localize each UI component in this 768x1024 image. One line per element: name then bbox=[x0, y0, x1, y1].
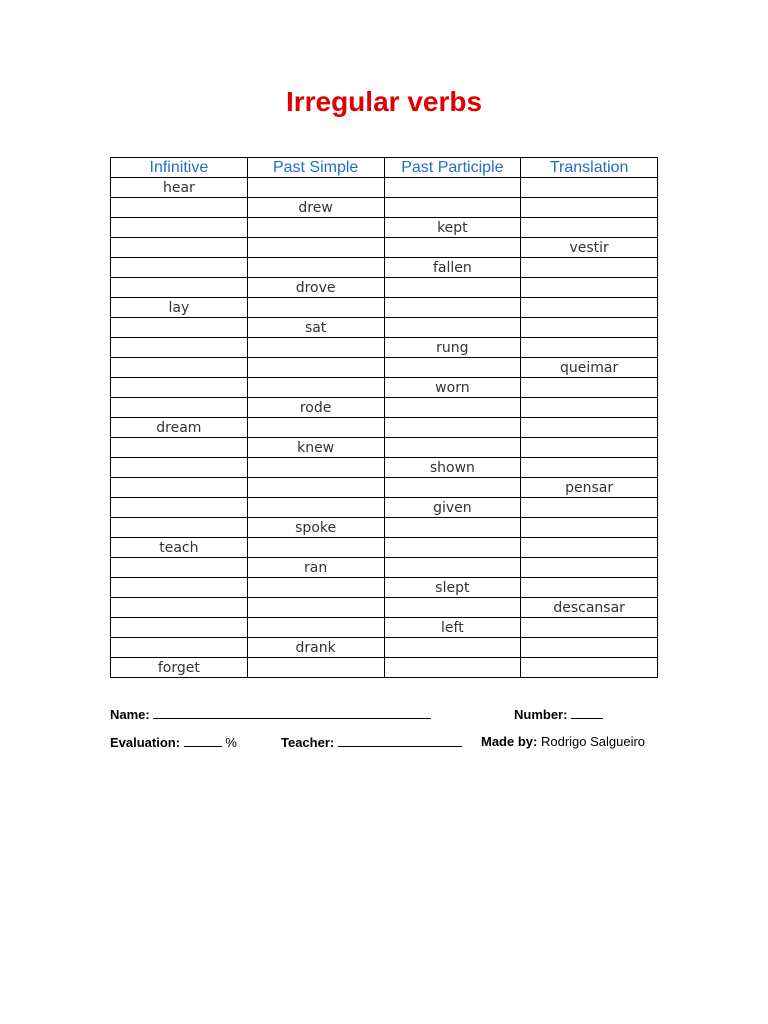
cell-past-participle[interactable] bbox=[384, 178, 521, 198]
cell-infinitive[interactable] bbox=[111, 318, 248, 338]
table-row bbox=[111, 438, 658, 458]
cell-infinitive: hear bbox=[111, 178, 248, 198]
cell-infinitive[interactable] bbox=[111, 238, 248, 258]
cell-past-participle: kept bbox=[384, 218, 521, 238]
name-label: Name: bbox=[110, 707, 150, 722]
cell-past-simple[interactable] bbox=[247, 538, 384, 558]
cell-translation[interactable] bbox=[521, 498, 658, 518]
cell-translation[interactable] bbox=[521, 218, 658, 238]
header-infinitive: Infinitive bbox=[111, 158, 248, 178]
cell-translation[interactable] bbox=[521, 318, 658, 338]
cell-translation[interactable] bbox=[521, 178, 658, 198]
worksheet-title: Irregular verbs bbox=[285, 86, 483, 117]
cell-past-simple[interactable] bbox=[247, 218, 384, 238]
footer-evaluation-row bbox=[110, 734, 237, 750]
cell-past-participle[interactable] bbox=[384, 518, 521, 538]
cell-past-simple: drew bbox=[247, 198, 384, 218]
cell-past-participle[interactable] bbox=[384, 598, 521, 618]
cell-infinitive[interactable] bbox=[111, 358, 248, 378]
table-row bbox=[111, 278, 658, 298]
cell-infinitive: dream bbox=[111, 418, 248, 438]
table-row bbox=[111, 638, 658, 658]
cell-past-participle[interactable] bbox=[384, 418, 521, 438]
cell-translation: queimar bbox=[521, 358, 658, 378]
cell-past-participle[interactable] bbox=[384, 358, 521, 378]
cell-infinitive[interactable] bbox=[111, 458, 248, 478]
table-row bbox=[111, 538, 658, 558]
cell-infinitive[interactable] bbox=[111, 618, 248, 638]
cell-infinitive[interactable] bbox=[111, 198, 248, 218]
evaluation-label: Evaluation: bbox=[110, 735, 181, 750]
cell-past-simple[interactable] bbox=[247, 418, 384, 438]
cell-past-participle[interactable] bbox=[384, 398, 521, 418]
cell-translation: descansar bbox=[521, 598, 658, 618]
cell-past-simple[interactable] bbox=[247, 618, 384, 638]
footer-number-row bbox=[514, 706, 603, 722]
cell-infinitive[interactable] bbox=[111, 258, 248, 278]
cell-past-participle[interactable] bbox=[384, 538, 521, 558]
table-header-row bbox=[111, 158, 658, 178]
cell-past-simple[interactable] bbox=[247, 338, 384, 358]
cell-past-participle[interactable] bbox=[384, 298, 521, 318]
teacher-label: Teacher: bbox=[281, 735, 335, 750]
made-by-value: Rodrigo Salgueiro bbox=[540, 734, 646, 749]
table-row bbox=[111, 198, 658, 218]
cell-past-simple[interactable] bbox=[247, 358, 384, 378]
cell-past-participle[interactable] bbox=[384, 438, 521, 458]
cell-past-participle[interactable] bbox=[384, 198, 521, 218]
table-row bbox=[111, 498, 658, 518]
cell-past-simple[interactable] bbox=[247, 458, 384, 478]
table-row bbox=[111, 378, 658, 398]
cell-translation[interactable] bbox=[521, 418, 658, 438]
table-row bbox=[111, 398, 658, 418]
cell-past-simple: drank bbox=[247, 638, 384, 658]
cell-translation[interactable] bbox=[521, 398, 658, 418]
cell-past-participle[interactable] bbox=[384, 478, 521, 498]
cell-past-participle: slept bbox=[384, 578, 521, 598]
cell-translation[interactable] bbox=[521, 378, 658, 398]
cell-infinitive[interactable] bbox=[111, 598, 248, 618]
verbs-table bbox=[110, 157, 658, 678]
cell-past-simple: sat bbox=[247, 318, 384, 338]
cell-translation: pensar bbox=[521, 478, 658, 498]
cell-infinitive[interactable] bbox=[111, 638, 248, 658]
made-by-label: Made by: bbox=[481, 734, 538, 749]
table-row bbox=[111, 218, 658, 238]
header-past-participle: Past Participle bbox=[384, 158, 521, 178]
cell-translation[interactable] bbox=[521, 638, 658, 658]
cell-past-participle[interactable] bbox=[384, 318, 521, 338]
table-row bbox=[111, 578, 658, 598]
cell-past-simple: knew bbox=[247, 438, 384, 458]
cell-past-simple: rode bbox=[247, 398, 384, 418]
cell-past-participle: left bbox=[384, 618, 521, 638]
cell-infinitive[interactable] bbox=[111, 498, 248, 518]
cell-past-participle[interactable] bbox=[384, 278, 521, 298]
cell-translation[interactable] bbox=[521, 198, 658, 218]
cell-past-simple[interactable] bbox=[247, 478, 384, 498]
table-row bbox=[111, 338, 658, 358]
cell-past-simple[interactable] bbox=[247, 178, 384, 198]
cell-translation[interactable] bbox=[521, 258, 658, 278]
cell-past-simple[interactable] bbox=[247, 498, 384, 518]
evaluation-field[interactable] bbox=[184, 734, 222, 747]
cell-past-simple[interactable] bbox=[247, 238, 384, 258]
table-row bbox=[111, 258, 658, 278]
header-translation: Translation bbox=[521, 158, 658, 178]
cell-infinitive[interactable] bbox=[111, 278, 248, 298]
cell-translation[interactable] bbox=[521, 558, 658, 578]
cell-infinitive[interactable] bbox=[111, 558, 248, 578]
cell-infinitive[interactable] bbox=[111, 518, 248, 538]
cell-past-participle[interactable] bbox=[384, 658, 521, 678]
cell-translation[interactable] bbox=[521, 278, 658, 298]
cell-infinitive: forget bbox=[111, 658, 248, 678]
table-row bbox=[111, 318, 658, 338]
table-row bbox=[111, 618, 658, 638]
cell-translation[interactable] bbox=[521, 518, 658, 538]
cell-past-simple: drove bbox=[247, 278, 384, 298]
table-row bbox=[111, 418, 658, 438]
evaluation-unit: % bbox=[225, 735, 237, 750]
footer-name-row bbox=[110, 706, 431, 722]
table-row bbox=[111, 298, 658, 318]
cell-infinitive: teach bbox=[111, 538, 248, 558]
cell-translation[interactable] bbox=[521, 438, 658, 458]
table-row bbox=[111, 178, 658, 198]
footer-teacher-row bbox=[281, 734, 462, 750]
table-row bbox=[111, 478, 658, 498]
table-row bbox=[111, 558, 658, 578]
cell-translation[interactable] bbox=[521, 618, 658, 638]
table-row bbox=[111, 358, 658, 378]
cell-infinitive[interactable] bbox=[111, 378, 248, 398]
cell-past-simple[interactable] bbox=[247, 658, 384, 678]
table-row bbox=[111, 598, 658, 618]
table-row bbox=[111, 518, 658, 538]
cell-translation[interactable] bbox=[521, 658, 658, 678]
cell-past-simple: ran bbox=[247, 558, 384, 578]
name-field[interactable] bbox=[153, 706, 431, 719]
cell-translation[interactable] bbox=[521, 578, 658, 598]
cell-translation[interactable] bbox=[521, 458, 658, 478]
cell-past-participle: rung bbox=[384, 338, 521, 358]
cell-infinitive[interactable] bbox=[111, 338, 248, 358]
number-field[interactable] bbox=[571, 706, 603, 719]
cell-translation[interactable] bbox=[521, 538, 658, 558]
cell-past-participle[interactable] bbox=[384, 638, 521, 658]
cell-past-participle[interactable] bbox=[384, 558, 521, 578]
table-row bbox=[111, 458, 658, 478]
table-row bbox=[111, 658, 658, 678]
cell-past-simple[interactable] bbox=[247, 598, 384, 618]
footer-made-by-row bbox=[481, 734, 645, 749]
cell-infinitive[interactable] bbox=[111, 218, 248, 238]
table-row bbox=[111, 238, 658, 258]
cell-past-simple: spoke bbox=[247, 518, 384, 538]
number-label: Number: bbox=[514, 707, 568, 722]
cell-past-simple[interactable] bbox=[247, 578, 384, 598]
cell-infinitive: lay bbox=[111, 298, 248, 318]
cell-past-participle: worn bbox=[384, 378, 521, 398]
cell-infinitive[interactable] bbox=[111, 478, 248, 498]
cell-translation: vestir bbox=[521, 238, 658, 258]
cell-past-participle: shown bbox=[384, 458, 521, 478]
cell-past-participle: given bbox=[384, 498, 521, 518]
cell-past-simple[interactable] bbox=[247, 378, 384, 398]
cell-past-simple[interactable] bbox=[247, 298, 384, 318]
cell-translation[interactable] bbox=[521, 338, 658, 358]
cell-past-simple[interactable] bbox=[247, 258, 384, 278]
cell-past-participle: fallen bbox=[384, 258, 521, 278]
header-past-simple: Past Simple bbox=[247, 158, 384, 178]
cell-infinitive[interactable] bbox=[111, 438, 248, 458]
cell-infinitive[interactable] bbox=[111, 398, 248, 418]
teacher-field[interactable] bbox=[338, 734, 462, 747]
cell-translation[interactable] bbox=[521, 298, 658, 318]
cell-past-participle[interactable] bbox=[384, 238, 521, 258]
cell-infinitive[interactable] bbox=[111, 578, 248, 598]
